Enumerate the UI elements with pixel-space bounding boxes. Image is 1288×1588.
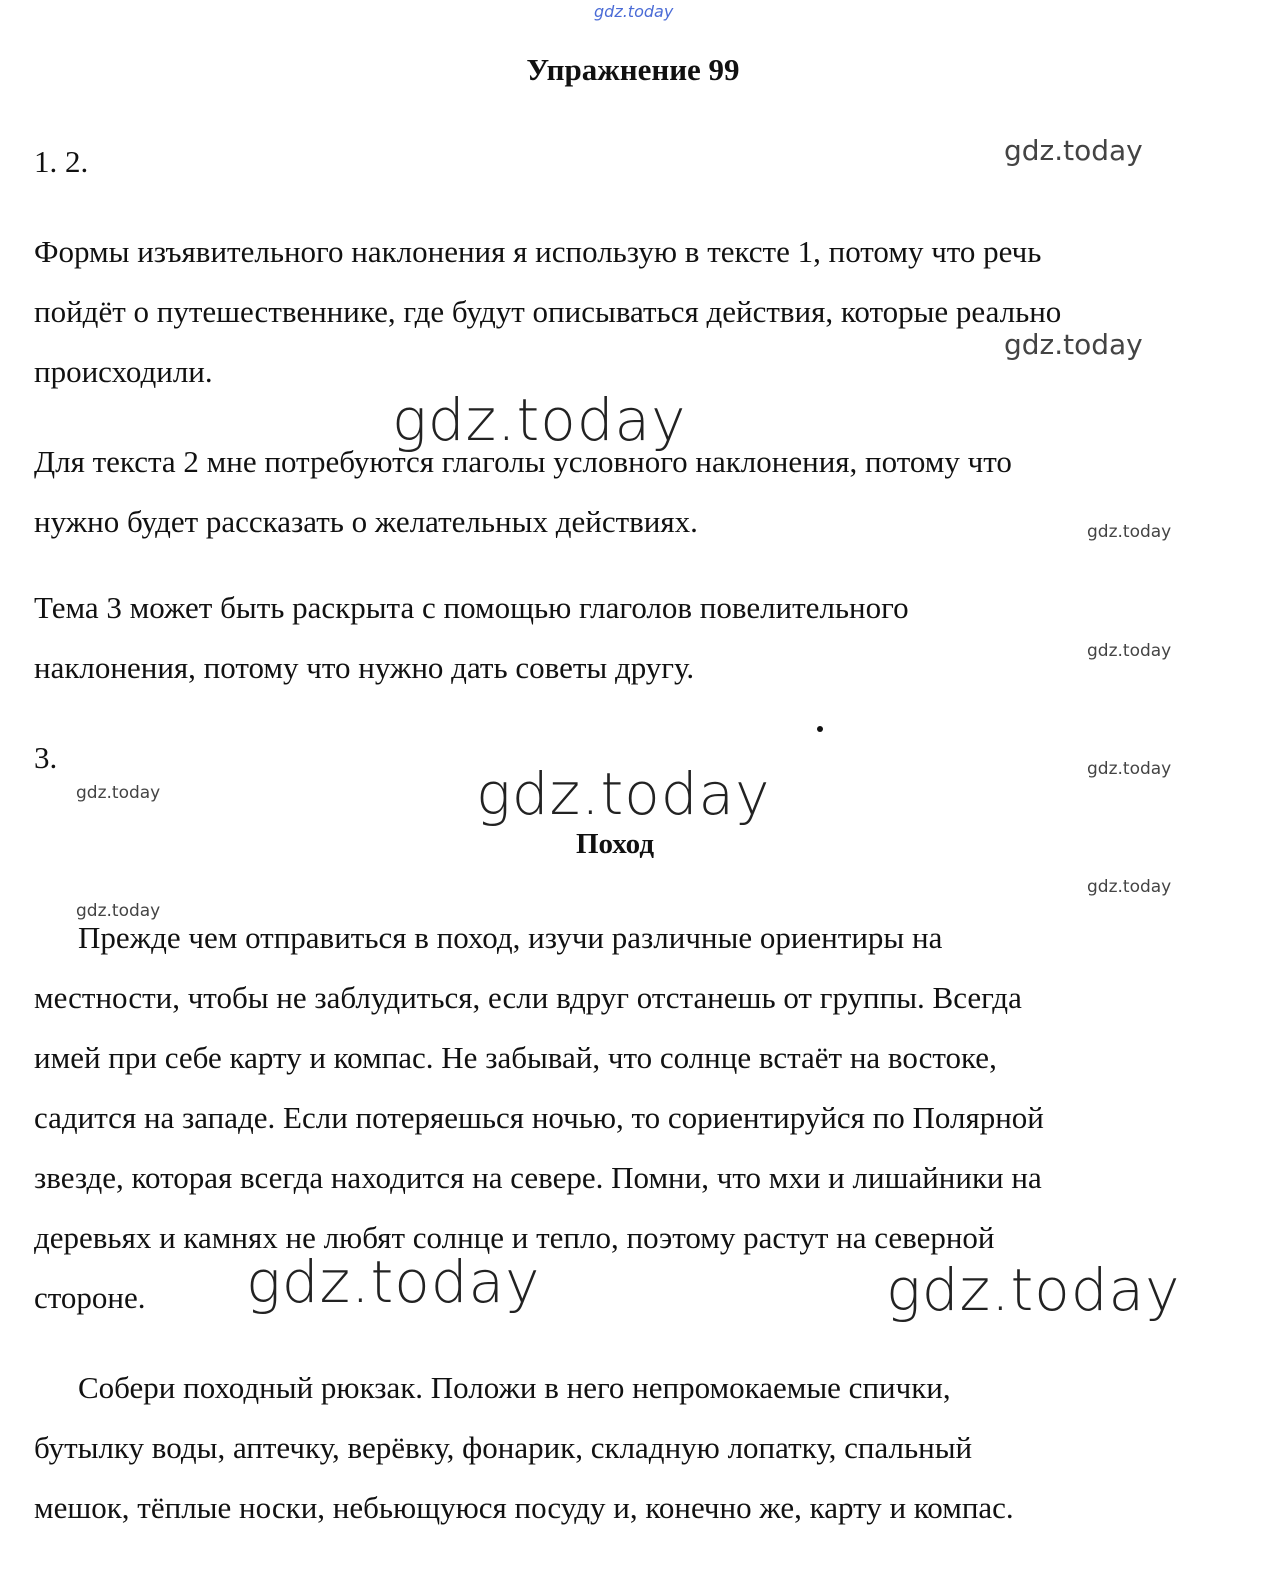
paragraph-line: наклонения, потому что нужно дать советы другу. [34, 650, 695, 685]
page-title: Упражнение 99 [526, 52, 740, 87]
paragraph-line: мешок, тёплые носки, небьющуюся посуду и, конечно же, карту и компас. [34, 1490, 1014, 1525]
watermark: gdz.today [886, 1256, 1181, 1324]
paragraph-line: стороне. [34, 1280, 146, 1315]
paragraph-line: Собери походный рюкзак. Положи в него непромокаемые спички, [78, 1370, 951, 1405]
paragraph-line: пойдёт о путешественнике, где будут описываться действия, которые реально [34, 294, 1062, 329]
paragraph-line: имей при себе карту и компас. Не забывай, что солнце встаёт на востоке, [34, 1040, 997, 1075]
watermark: gdz.today [1004, 134, 1143, 167]
paragraph-line: звезде, которая всегда находится на севере. Помни, что мхи и лишайники на [34, 1160, 1042, 1195]
story-title: Поход [575, 828, 655, 860]
paragraph-line: садится на западе. Если потеряешься ночью, то сориентируйся по Полярной [34, 1100, 1044, 1135]
paragraph-line: Формы изъявительного наклонения я использую в тексте 1, потому что речь [34, 234, 1042, 269]
watermark: gdz.today [476, 760, 771, 828]
paragraph-line: Для текста 2 мне потребуются глаголы условного наклонения, потому что [34, 444, 1012, 479]
watermark: gdz.today [246, 1248, 541, 1316]
watermark: gdz.today [76, 901, 161, 921]
watermark: gdz.today [1087, 759, 1172, 779]
section-number: 3. [34, 740, 58, 775]
watermark: gdz.today [76, 783, 161, 803]
watermark: gdz.today [1004, 328, 1143, 361]
paragraph-line: бутылку воды, аптечку, верёвку, фонарик, складную лопатку, спальный [34, 1430, 973, 1465]
watermark: gdz.today [1087, 877, 1172, 897]
paragraph-line: деревьях и камнях не любят солнце и тепло, поэтому растут на северной [34, 1220, 995, 1255]
section-number: 1. 2. [34, 144, 89, 179]
watermark: gdz.today [392, 386, 687, 454]
stray-dot [817, 726, 823, 732]
top-watermark: gdz.today [594, 2, 674, 21]
paragraph-line: происходили. [34, 354, 213, 389]
paragraph-line: Прежде чем отправиться в поход, изучи различные ориентиры на [78, 920, 943, 955]
paragraph-line: местности, чтобы не заблудиться, если вдруг отстанешь от группы. Всегда [34, 980, 1022, 1015]
watermark: gdz.today [1087, 641, 1172, 661]
paragraph-line: нужно будет рассказать о желательных действиях. [34, 504, 698, 539]
paragraph-line: Тема 3 может быть раскрыта с помощью глаголов повелительного [34, 590, 909, 625]
watermark: gdz.today [1087, 522, 1172, 542]
